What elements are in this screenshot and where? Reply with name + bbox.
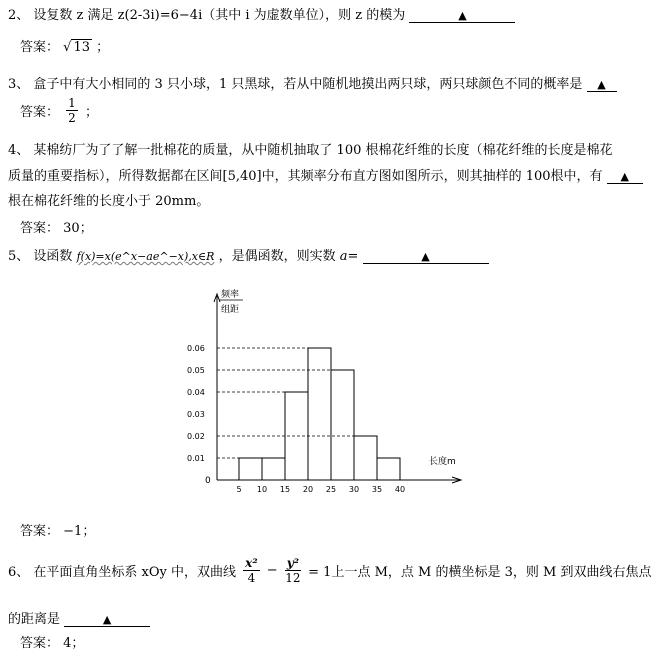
answer-5: [20, 520, 95, 539]
answer-label: 答案：: [20, 40, 60, 55]
question-4-line-2: [8, 165, 643, 184]
question-text: 某棉纺厂为了了解一批棉花的质量，从中随机抽取了 100 根棉花纤维的长度（棉花纤维的长度是棉花: [33, 143, 613, 158]
answer-2: [20, 36, 109, 55]
answer-value: 30；: [63, 221, 93, 236]
x-tick-label: 10: [256, 485, 268, 494]
y-tick-label: 0.06: [187, 344, 205, 353]
question-text: 设复数 z 满足 z(2-3i)=6−4i（其中 i 为虚数单位），则 z 的模为: [33, 8, 406, 23]
question-6-line-2: [8, 608, 150, 627]
answer-label: 答案：: [20, 636, 60, 651]
variable: a=: [339, 249, 359, 264]
y-tick-label: 0.04: [187, 388, 205, 397]
answer-blank: [607, 169, 643, 184]
answer-suffix: ；: [84, 105, 98, 120]
y-tick-label: 0.01: [187, 454, 205, 463]
triangle-marker: ▲: [620, 170, 629, 183]
question-number: 4、: [8, 143, 30, 158]
origin-label: 0: [205, 476, 211, 486]
question-text-after: ，是偶函数，则实数: [218, 249, 336, 264]
fraction-y: [285, 556, 301, 585]
frequency-histogram: [180, 282, 470, 496]
answer-blank: [64, 612, 150, 627]
triangle-marker: ▲: [597, 78, 606, 91]
question-3: [8, 73, 617, 92]
triangle-marker: ▲: [102, 613, 112, 626]
y-tick-label: 0.05: [187, 366, 205, 375]
y-axis-label-bottom: 组距: [221, 305, 240, 315]
question-text: 的距离是: [8, 612, 61, 627]
y-tick-label: 0.03: [187, 410, 205, 419]
question-number: 5、: [8, 249, 30, 264]
question-text-after: = 1上一点 M，点 M 的横坐标是 3，则 M 到双曲线右焦点: [308, 565, 652, 580]
answer-4: [20, 217, 93, 236]
histogram-bar: [377, 458, 400, 480]
histogram-bar: [262, 458, 285, 480]
x-tick-label: 30: [348, 485, 360, 494]
question-number: 2、: [8, 8, 30, 23]
x-tick-label: 40: [394, 485, 406, 494]
y-tick-label: 0.02: [187, 432, 205, 441]
numerator: x²: [245, 556, 258, 570]
histogram-bar: [239, 458, 262, 480]
answer-blank: [587, 77, 617, 92]
question-text: 根在棉花纤维的长度小于 20mm。: [8, 194, 210, 209]
question-2: [8, 4, 515, 23]
x-tick-label: 5: [236, 485, 242, 494]
answer-label: 答案：: [20, 221, 60, 236]
histogram-bar: [354, 436, 377, 480]
question-number: 3、: [8, 77, 30, 92]
radicand: 13: [73, 40, 90, 55]
triangle-marker: ▲: [458, 9, 467, 22]
function-formula: f(x)=x(e^x−ae^−x),x∈R: [76, 250, 215, 263]
answer-label: 答案：: [20, 524, 60, 539]
question-number: 6、: [8, 565, 30, 580]
question-4-line-3: [8, 190, 209, 209]
fraction-x: [243, 556, 259, 585]
denominator: 12: [285, 571, 301, 585]
answer-blank: [409, 8, 515, 23]
question-5: [8, 245, 489, 264]
question-4-line-1: [8, 139, 613, 158]
answer-value: 4；: [63, 636, 85, 651]
fraction: [66, 96, 78, 125]
question-text: 盒子中有大小相同的 3 只小球，1 只黑球，若从中随机地摸出两只球，两只球颜色不同的概率是: [33, 77, 583, 92]
x-tick-label: 15: [279, 485, 291, 494]
answer-blank: [363, 249, 489, 264]
histogram-bar: [331, 370, 354, 480]
answer-label: 答案：: [20, 105, 60, 120]
triangle-marker: ▲: [421, 250, 430, 263]
question-text: 质量的重要指标），所得数据都在区间[5,40]中，其频率分布直方图如图所示，则其抽样的 100根中，有: [8, 169, 603, 184]
numerator: y²: [286, 556, 300, 570]
x-tick-label: 20: [302, 485, 314, 494]
answer-value: −1；: [63, 524, 96, 539]
numerator: 1: [68, 96, 76, 110]
answer-suffix: ；: [96, 40, 110, 55]
denominator: 2: [68, 111, 76, 125]
denominator: 4: [247, 571, 256, 585]
x-tick-label: 35: [371, 485, 383, 494]
answer-6: [20, 632, 84, 651]
x-axis-label: 长度m: [429, 457, 456, 467]
histogram-bar: [308, 348, 331, 480]
question-6: [8, 556, 651, 585]
question-text: 设函数: [33, 249, 73, 264]
y-axis-label-top: 频率: [221, 290, 240, 300]
answer-3: [20, 96, 98, 125]
question-text: 在平面直角坐标系 xOy 中，双曲线: [33, 565, 237, 580]
x-tick-label: 25: [325, 485, 337, 494]
minus-sign: −: [266, 563, 278, 578]
sqrt-expression: √ 13: [63, 40, 90, 55]
